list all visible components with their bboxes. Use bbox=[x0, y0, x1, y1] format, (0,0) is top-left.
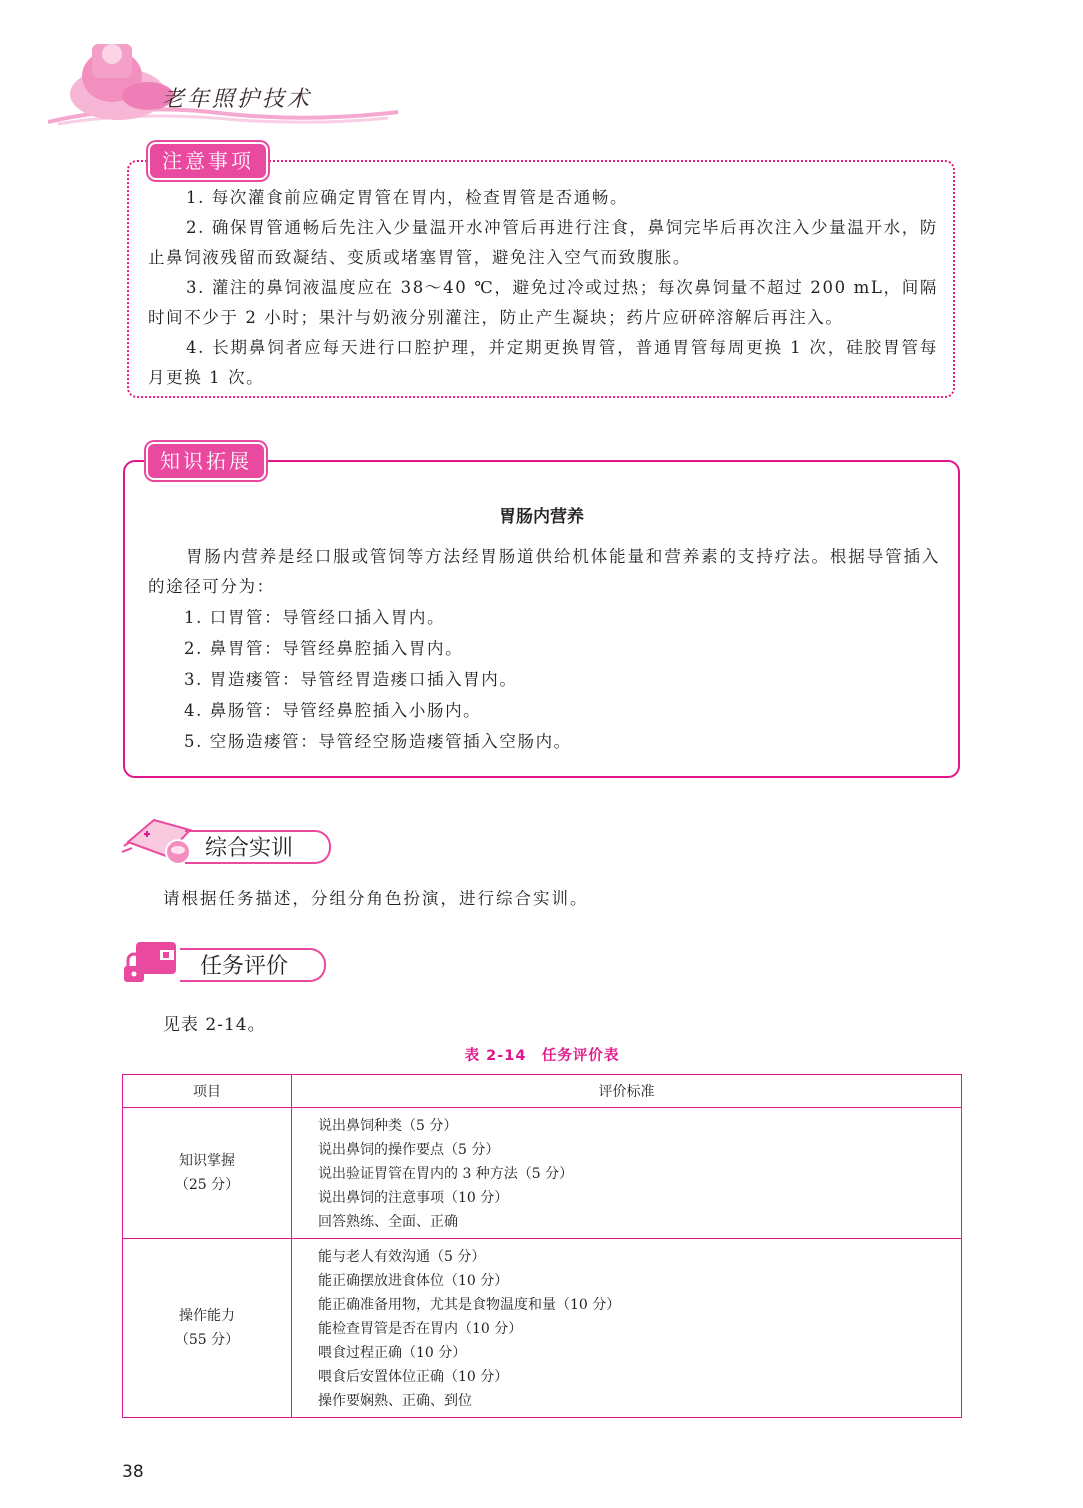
knowledge-item: 3. 胃造瘘管：导管经胃造瘘口插入胃内。 bbox=[184, 670, 518, 689]
criterion: 能检查胃管是否在胃内（10 分） bbox=[318, 1321, 523, 1337]
item-cell bbox=[123, 1239, 292, 1418]
criterion: 说出验证胃管在胃内的 3 种方法（5 分） bbox=[318, 1166, 574, 1182]
knowledge-title: 胃肠内营养 bbox=[499, 507, 584, 527]
caution-item: 2. 确保胃管通畅后先注入少量温开水冲管后再进行注食，鼻饲完毕后再次注入少量温开水，防止鼻饲液残留而致凝结、变质或堵塞胃管，避免注入空气而致腹胀。 bbox=[148, 218, 938, 267]
criteria-cell bbox=[292, 1239, 962, 1418]
table-row bbox=[123, 1108, 962, 1239]
evaluation-table bbox=[122, 1074, 962, 1418]
knowledge-intro bbox=[148, 542, 940, 602]
knowledge-list bbox=[184, 602, 572, 757]
knowledge-item: 5. 空肠造瘘管：导管经空肠造瘘管插入空肠内。 bbox=[184, 732, 572, 751]
column-header: 项目 bbox=[123, 1075, 292, 1108]
knowledge-item: 4. 鼻肠管：导管经鼻腔插入小肠内。 bbox=[184, 701, 482, 720]
see-table-text: 见表 2-14。 bbox=[163, 1015, 266, 1035]
criteria-cell bbox=[292, 1108, 962, 1239]
practice-heading: 综合实训 bbox=[185, 830, 331, 864]
item-score: （25 分） bbox=[174, 1177, 240, 1193]
criterion: 能正确准备用物，尤其是食物温度和量（10 分） bbox=[318, 1297, 621, 1313]
cautions-text bbox=[148, 183, 938, 393]
wallet-lock-icon bbox=[122, 936, 182, 984]
caution-item: 3. 灌注的鼻饲液温度应在 38～40 ℃，避免过冷或过热；每次鼻饲量不超过 200 mL，间隔时间不少于 2 小时；果汁与奶液分别灌注，防止产生凝块；药片应研碎溶解后再注入。 bbox=[148, 278, 938, 327]
criterion: 喂食后安置体位正确（10 分） bbox=[318, 1369, 509, 1385]
knowledge-tag: 知识拓展 bbox=[146, 442, 266, 480]
page-number: 38 bbox=[122, 1462, 144, 1482]
practice-text: 请根据任务描述，分组分角色扮演，进行综合实训。 bbox=[163, 889, 589, 908]
item-score: （55 分） bbox=[174, 1332, 240, 1348]
criterion: 说出鼻饲种类（5 分） bbox=[318, 1118, 458, 1134]
item-name: 知识掌握 bbox=[179, 1153, 235, 1169]
criterion: 喂食过程正确（10 分） bbox=[318, 1345, 467, 1361]
criterion: 说出鼻饲的操作要点（5 分） bbox=[318, 1142, 500, 1158]
knowledge-item: 2. 鼻胃管：导管经鼻腔插入胃内。 bbox=[184, 639, 464, 658]
table-caption: 表 2-14 任务评价表 bbox=[464, 1048, 620, 1064]
criterion: 操作要娴熟、正确、到位 bbox=[318, 1393, 472, 1409]
criterion: 回答熟练、全面、正确 bbox=[318, 1214, 458, 1230]
knowledge-item: 1. 口胃管：导管经口插入胃内。 bbox=[184, 608, 446, 627]
caution-item: 1. 每次灌食前应确定胃管在胃内，检查胃管是否通畅。 bbox=[186, 188, 629, 207]
criterion: 能与老人有效沟通（5 分） bbox=[318, 1249, 486, 1265]
caution-item: 4. 长期鼻饲者应每天进行口腔护理，并定期更换胃管，普通胃管每周更换 1 次，硅胶胃管每月更换 1 次。 bbox=[148, 338, 938, 387]
item-cell bbox=[123, 1108, 292, 1239]
criterion: 能正确摆放进食体位（10 分） bbox=[318, 1273, 509, 1289]
table-row bbox=[123, 1239, 962, 1418]
book-title: 老年照护技术 bbox=[162, 87, 313, 112]
evaluation-heading: 任务评价 bbox=[180, 948, 326, 982]
table-header-row bbox=[123, 1075, 962, 1108]
column-header: 评价标准 bbox=[292, 1075, 962, 1108]
cautions-tag: 注意事项 bbox=[148, 142, 268, 180]
criterion: 说出鼻饲的注意事项（10 分） bbox=[318, 1190, 509, 1206]
item-name: 操作能力 bbox=[179, 1308, 235, 1324]
knowledge-intro-text: 胃肠内营养是经口服或管饲等方法经胃肠道供给机体能量和营养素的支持疗法。根据导管插入的途径可分为： bbox=[148, 547, 940, 596]
